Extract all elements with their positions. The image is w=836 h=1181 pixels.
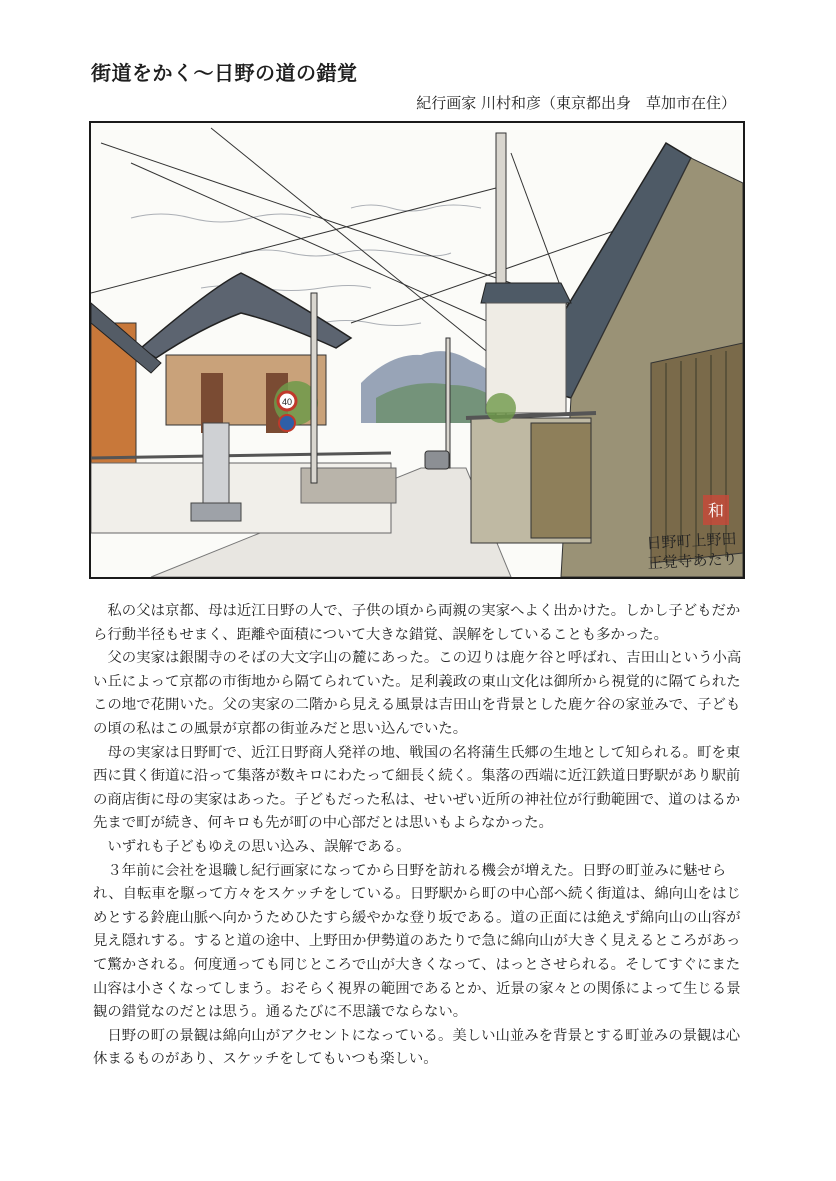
speed-sign-number: 40 xyxy=(281,397,293,407)
artist-seal-text: 和 xyxy=(707,501,725,520)
sketch-caption-place: 日野町上野田 xyxy=(646,529,737,553)
article-body xyxy=(93,600,753,1072)
sketch-caption xyxy=(646,529,738,574)
paragraph: ３年前に会社を退職し紀行画家になってから日野を訪れる機会が増えた。日野の町並みに魅せられ、自転車を駆って方々をスケッチをしている。日野駅から町の中心部へ続く街道は、綿向山をはじめとする鈴鹿山脈へ向かうためひたすら緩やかな登り坂である。道の正面には絶えず綿向山の山容が見え隠れする。すると道の途中、上野田か伊勢道のあたりで急に綿向山が大きく見えるところがあって驚かされる。何度通っても同じところで山が大きくなって、はっとさせられる。そしてすぐにまた山容は小さくなってしまう。おそらく視界の範囲であるとか、近景の家々との関係によって生じる景観の錯覚なのだとは思う。通るたびに不思議でならない。 xyxy=(93,862,741,1021)
paragraph: 私の父は京都、母は近江日野の人で、子供の頃から両親の実家へよく出かけた。しかし子どもだから行動半径もせまく、距離や面積について大きな錯覚、誤解をしていることも多かった。 xyxy=(93,603,741,643)
article-title: 街道をかく〜日野の道の錯覚 xyxy=(91,61,358,85)
paragraph: 日野の町の景観は綿向山がアクセントになっている。美しい山並みを背景とする町並みの景観は心休まるものがあり、スケッチをしてもいつも楽しい。 xyxy=(93,1027,741,1068)
sketch-drawing xyxy=(91,123,743,577)
street-sketch-illustration xyxy=(89,121,745,579)
paragraph: いずれも子どもゆえの思い込み、誤解である。 xyxy=(107,838,411,855)
sketch-caption-temple: 正覚寺あたり xyxy=(647,549,738,573)
paragraph: 母の実家は日野町で、近江日野商人発祥の地、戦国の名将蒲生氏郷の生地として知られる。町を東西に貫く街道に沿って集落が数キロにわたって細長く続く。集落の西端に近江鉄道日野駅があり駅前の商店街に母の実家はあった。子どもだった私は、せいぜい近所の神社位が行動範囲で、道のはるか先まで町が続き、何キロも先が町の中心部だとは思いもよらなかった。 xyxy=(93,744,741,832)
paragraph: 父の実家は銀閣寺のそばの大文字山の麓にあった。この辺りは鹿ケ谷と呼ばれ、吉田山という小高い丘によって京都の市街地から隔てられていた。足利義政の東山文化は御所から視覚的に隔てられたこの地で花開いた。父の実家の二階から見える風景は吉田山を背景とした鹿ケ谷の家並みで、子どもの頃の私はこの風景が京都の街並みだと思い込んでいた。 xyxy=(93,650,742,737)
author-byline: 紀行画家 川村和彦（東京都出身 草加市在住） xyxy=(416,94,736,112)
